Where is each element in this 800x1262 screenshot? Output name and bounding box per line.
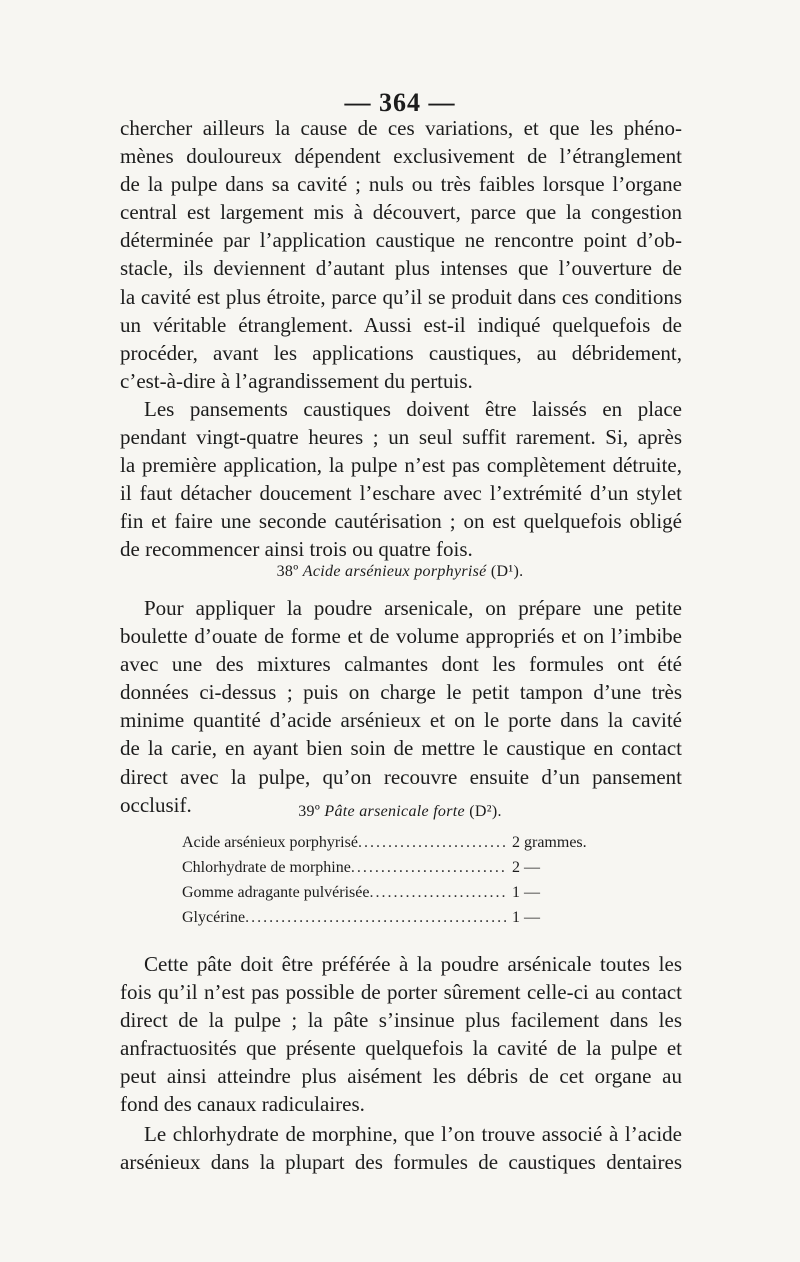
text-line: procéder, avant les applications caustiques, au débridement,	[120, 340, 682, 365]
text-line: Le chlorhydrate de morphine, que l’on trouve associé à l’acide	[144, 1122, 682, 1146]
ingredient-name: Glycérine	[182, 909, 246, 926]
text-line: boulette d’ouate de forme et de volume appropriés et on l’imbibe	[120, 624, 682, 649]
section-number: 38º	[276, 563, 299, 580]
text-line: mènes douloureux dépendent exclusivement de l’étranglement	[120, 144, 682, 169]
text-line: stacle, ils deviennent d’autant plus intenses que l’ouverture de	[120, 256, 682, 281]
text-line: il faut détacher doucement l’eschare avec l’extrémité d’un stylet	[120, 481, 682, 506]
paragraph-4	[120, 950, 682, 1119]
paragraph-5	[120, 1120, 682, 1176]
text-line: peut ainsi atteindre plus aisément les débris de cet organe au	[120, 1064, 682, 1089]
ingredient-name: Acide arsénieux porphyrisé	[182, 834, 358, 851]
paragraph-2	[120, 395, 682, 564]
section-ref: (D²).	[469, 803, 502, 820]
text-line: occlusif.	[120, 792, 192, 817]
text-line: pendant vingt-quatre heures ; un seul suffit rarement. Si, après	[120, 425, 682, 450]
section-number: 39º	[298, 803, 321, 820]
text-line: Les pansements caustiques doivent être laissés en place	[144, 397, 682, 421]
section-title: Pâte arsenicale forte	[324, 803, 465, 820]
section-heading-38	[0, 563, 800, 581]
text-line: central est largement mis à découvert, parce que la congestion	[120, 200, 682, 225]
text-line: la cavité est plus étroite, parce qu’il se produit dans ces conditions	[120, 284, 682, 309]
ingredient-quantity: 1 —	[512, 909, 540, 926]
text-line: c’est-à-dire à l’agrandissement du pertuis.	[120, 368, 473, 393]
recipe-row	[182, 830, 622, 855]
text-line: fond des canaux radiculaires.	[120, 1092, 365, 1117]
text-line: déterminée par l’application caustique ne rencontre point d’ob-	[120, 228, 682, 253]
text-line: direct de la pulpe ; la pâte s’insinue plus facilement dans les	[120, 1008, 682, 1033]
section-heading-39	[0, 803, 800, 821]
text-line: minime quantité d’acide arsénieux et on le porte dans la cavité	[120, 708, 682, 733]
ingredient-name: Chlorhydrate de morphine	[182, 859, 351, 876]
text-line: anfractuosités que présente quelquefois la cavité de la pulpe et	[120, 1036, 682, 1061]
text-line: un véritable étranglement. Aussi est-il indiqué quelquefois de	[120, 312, 682, 337]
ingredient-name: Gomme adragante pulvérisée	[182, 884, 370, 901]
text-line: chercher ailleurs la cause de ces variations, et que les phéno-	[120, 116, 682, 140]
text-line: de la pulpe dans sa cavité ; nuls ou très faibles lorsque l’organe	[120, 172, 682, 197]
recipe-row	[182, 855, 622, 880]
text-line: avec une des mixtures calmantes dont les formules ont été	[120, 652, 682, 677]
leader-dots	[369, 880, 506, 905]
section-ref: (D¹).	[490, 563, 524, 580]
leader-dots	[351, 855, 506, 880]
ingredient-quantity: 2 grammes.	[512, 834, 587, 851]
text-line: la première application, la pulpe n’est pas complètement détruite,	[120, 453, 682, 478]
text-line: direct avec la pulpe, qu’on recouvre ensuite d’un pansement	[120, 764, 682, 789]
page-number: — 364 —	[344, 88, 456, 117]
ingredient-quantity: 2 —	[512, 859, 540, 876]
text-line: Pour appliquer la poudre arsenicale, on prépare une petite	[144, 596, 682, 620]
text-line: fin et faire une seconde cautérisation ; on est quelquefois obligé	[120, 509, 682, 534]
section-title: Acide arsénieux porphyrisé	[302, 563, 487, 580]
ingredient-quantity: 1 —	[512, 884, 540, 901]
text-line: de recommencer ainsi trois ou quatre fois.	[120, 537, 473, 562]
paragraph-1	[120, 114, 682, 395]
recipe-list	[182, 830, 622, 930]
paragraph-3	[120, 594, 682, 819]
text-line: Cette pâte doit être préférée à la poudre arsénicale toutes les	[144, 952, 682, 976]
leader-dots	[245, 905, 506, 930]
text-line: fois qu’il n’est pas possible de porter sûrement celle-ci au contact	[120, 980, 682, 1005]
leader-dots	[358, 830, 506, 855]
recipe-row	[182, 880, 622, 905]
text-line: de la carie, en ayant bien soin de mettre le caustique en contact	[120, 736, 682, 761]
text-line: arsénieux dans la plupart des formules de caustiques dentaires	[120, 1150, 682, 1175]
recipe-row	[182, 905, 622, 930]
text-line: données ci-dessus ; puis on charge le petit tampon d’une très	[120, 680, 682, 705]
